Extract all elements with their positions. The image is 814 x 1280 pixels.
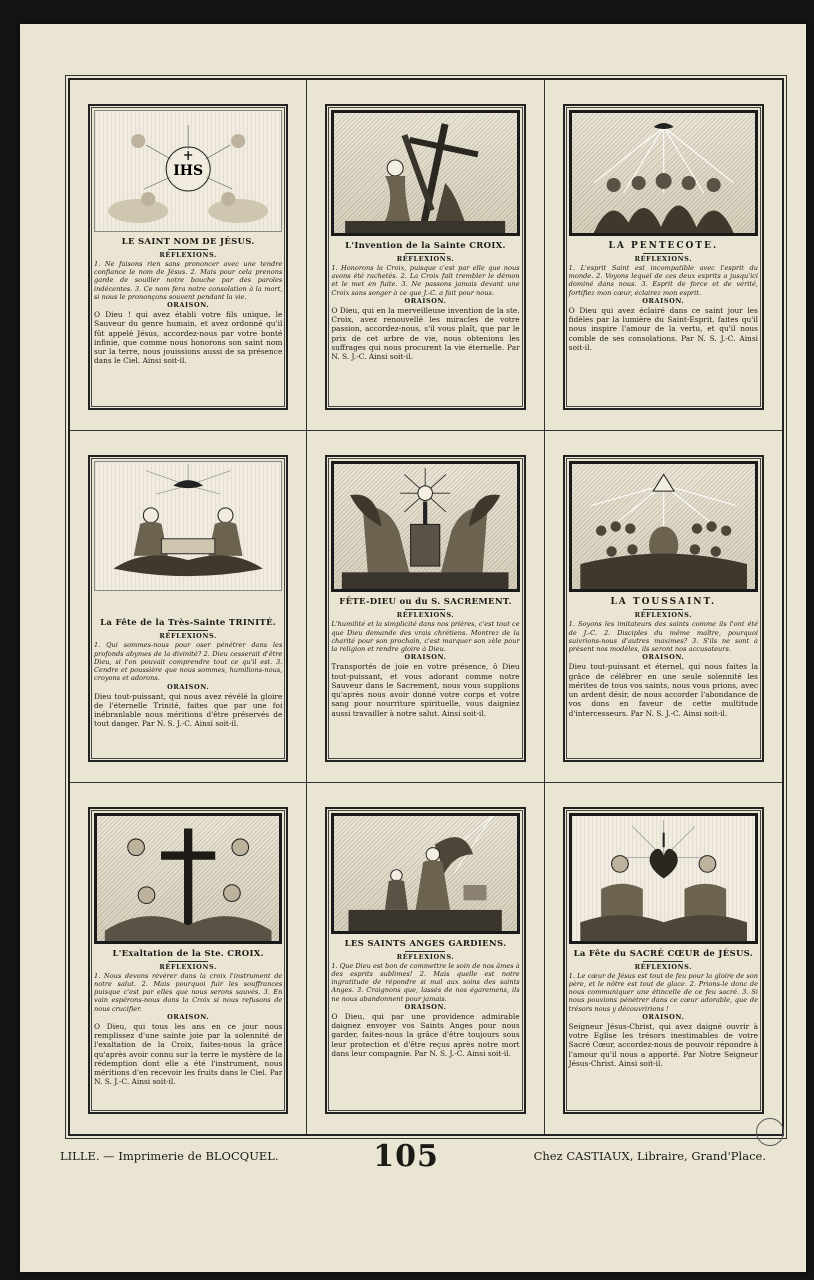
trinity-icon [95, 462, 281, 590]
reflexions-text: L'humilité et la simplicité dans nos prières, c'est tout ce que Dieu demande des vrais chrétiens. Montrez de la charité pour son prochain, c'est marquer son zèle pour la religion et rendre gloire à Dieu. [331, 620, 520, 654]
cross-icon [97, 816, 279, 941]
paper-sheet [20, 24, 806, 1272]
imprint-footer [60, 1136, 766, 1176]
reflexions-label: RÉFLEXIONS. [634, 611, 693, 620]
oraison-text: O Dieu qui avez éclairé dans ce saint jour les fidèles par la lumière du Saint-Esprit, faites qu'il nous inspire l'amour de la vertu, et qu'il nous comble de ses consolations. Par N. S. J.-C. Ainsi soit-il. [568, 305, 758, 352]
oraison-label: ORAISON. [642, 653, 685, 662]
title-rule [405, 253, 445, 254]
engraving-finding-cross [331, 110, 519, 236]
holy-card [88, 455, 288, 761]
reflexions-label: RÉFLEXIONS. [396, 611, 455, 620]
card-cell [307, 80, 544, 431]
card-cell [70, 783, 307, 1134]
engraving-monstrance [331, 461, 519, 592]
engraving-ihs [94, 110, 282, 232]
oraison-text: Dieu tout-puissant et éternel, qui nous faites la grâce de célébrer en une seule solennité les mérites de tous vos saints, nous vous prions, avec un ardent désir, de nous accorder l'abondance de vos dons en faveur de cette multitude d'intercesseurs. Par N. S. J.-C. Ainsi soit-il. [568, 662, 758, 718]
oraison-text: O Dieu, qui tous les ans en ce jour nous remplissez d'une sainte joie par la solennité de l'exaltation de la Croix, faites-nous la grâce qu'après avoir connu sur la terre le mystère de la rédemption dont elle a été l'instrument, nous méritions d'en recevoir les fruits dans le Ciel. Par N. S. J.-C. Ainsi soit-il. [94, 1021, 283, 1087]
reflexions-label: RÉFLEXIONS. [159, 632, 217, 641]
reflexions-label: RÉFLEXIONS. [396, 255, 455, 263]
reflexions-text: 1. L'esprit Saint est incompatible avec l'esprit du monde. 2. Voyons lequel de ces deux esprits a jusqu'ici dominé dans nous. 3. Esprit de force et de vérité, fortifiez mon cœur, éclairez mon esprit. [568, 264, 758, 297]
reflexions-text: 1. Nous devons révérer dans la croix l'instrument de notre salut. 2. Mais pourquoi fuir les souffrances puisque c'est par elles que nous serons sauvés. 3. En vain espérons-nous dans la Croix si nous refusons de nous crucifier. [94, 971, 283, 1013]
ihs-icon [95, 111, 281, 231]
reflexions-label: RÉFLEXIONS. [396, 952, 455, 961]
card-cell [545, 431, 782, 782]
reflexions-label: RÉFLEXIONS. [634, 962, 693, 971]
oraison-label: ORAISON. [404, 653, 447, 662]
card-title: La Fête du SACRÉ CŒUR de JÉSUS. [573, 948, 754, 959]
oraison-label: ORAISON. [404, 1002, 447, 1011]
reflexions-text: 1. Que Dieu est bon de commettre le soin de nos âmes à des esprits sublimes! 2. Mais quelle est notre ingratitude de répondre si mal aux soins des saints Anges. 3. Craignons que, lassés de nos égaremens, ils ne nous abandonnent pour jamais. [331, 961, 520, 1003]
reflexions-text: 1. Ne faisons rien sans prononcer avec une tendre confiance le nom de Jésus. 2. Mais pour cela prenons garde de souiller notre bouche par des paroles indécentes. 3. Ce nom fera notre consolation à la mort, si nous le prononçons souvent pendant la vie. [94, 260, 283, 301]
oraison-label: ORAISON. [167, 1012, 210, 1021]
spacer [94, 591, 282, 613]
card-cell [70, 80, 307, 431]
oraison-label: ORAISON. [642, 1012, 685, 1021]
oraison-text: O Dieu ! qui avez établi votre fils unique, le Sauveur du genre humain, et avez ordonné qu'il fût appelé Jésus, accordez-nous par votre bonté infinie, que comme nous honorons son saint nom sur la terre, nous jouissions aussi de sa présence dans le Ciel. Ainsi soit-il. [94, 310, 283, 366]
holy-card [325, 455, 525, 761]
card-title: LA TOUSSAINT. [610, 597, 717, 608]
holy-card [563, 807, 764, 1114]
title-rule [643, 961, 683, 962]
card-title: FÊTE-DIEU ou du S. SACREMENT. [339, 597, 512, 608]
reflexions-text: 1. Le cœur de Jésus est tout de feu pour la gloire de son père, et le nôtre est tout de glace. 2. Prions-le donc de nous communiquer une étincelle de ce feu sacré. 3. Si nous pouvions pénétrer dans ce cœur adorable, que de trésors nous y découvririons ! [568, 971, 758, 1013]
reflexions-label: RÉFLEXIONS. [159, 251, 217, 259]
printer-imprint: LILLE. — Imprimerie de BLOCQUEL. [60, 1149, 279, 1163]
card-grid [70, 80, 782, 1134]
holy-card [325, 104, 525, 410]
title-rule [168, 961, 208, 962]
library-stamp-icon [756, 1118, 784, 1146]
card-title: La Fête de la Très-Sainte TRINITÉ. [100, 618, 277, 629]
oraison-text: Dieu tout-puissant, qui nous avez révélé la gloire de l'éternelle Trinité, faites que par une foi inébranlable nous méritions d'être préservés de tout danger. Par N. S. J.-C. Ainsi soit-il. [94, 691, 283, 729]
engraving-sacred-heart [569, 813, 758, 944]
engraving-pentecost [569, 110, 758, 236]
engraving-guardian-angel [331, 813, 519, 934]
cross-icon [334, 113, 516, 233]
dove-rays-icon [572, 113, 755, 233]
angel-icon [334, 816, 516, 931]
card-title: L'Invention de la Sainte CROIX. [345, 241, 506, 251]
sheet-number: 105 [373, 1138, 439, 1174]
oraison-text: Transportés de joie en votre présence, ô Dieu tout-puissant, et vous adorant comme notre Sauveur dans le Sacrement, nous vous supplions qu'après nous avoir donné votre corps et votre sang pour nourriture spirituelle, vous daigniez aussi travailler à notre salut. Ainsi soit-il. [331, 662, 520, 718]
card-title: LE SAINT NOM DE JÉSUS. [121, 237, 255, 247]
engraving-trinity [94, 461, 282, 591]
sacred-heart-icon [572, 816, 755, 941]
title-rule [643, 253, 683, 254]
oraison-label: ORAISON. [642, 296, 685, 305]
card-cell [545, 80, 782, 431]
sheet-border [68, 78, 784, 1136]
reflexions-text: 1. Soyons les imitateurs des saints comme ils l'ont été de J.-C. 2. Disciples du même maître, pourquoi suivrions-nous d'autres maximes? 3. S'ils ne sont à présent nos modèles, ils seront nos accusateurs. [568, 620, 758, 654]
title-rule [405, 951, 445, 952]
oraison-label: ORAISON. [167, 682, 210, 691]
holy-card [563, 455, 764, 761]
holy-card [88, 104, 288, 410]
engraving-all-saints [569, 461, 758, 592]
engraving-exaltation-cross [94, 813, 282, 944]
holy-card [563, 104, 764, 410]
card-title: LES SAINTS ANGES GARDIENS. [344, 938, 507, 949]
monstrance-icon [334, 464, 516, 589]
bookseller-imprint: Chez CASTIAUX, Libraire, Grand'Place. [533, 1149, 766, 1163]
reflexions-text: 1. Honorons la Croix, puisque c'est par elle que nous avons été rachetés. 2. La Croix fait trembler le démon et le met en fuite. 3. Ne passons jamais devant une Croix sans songer à ce que J.-C. a fait pour nous. [331, 264, 520, 297]
oraison-label: ORAISON. [167, 301, 210, 310]
holy-card [325, 807, 525, 1114]
reflexions-label: RÉFLEXIONS. [159, 962, 217, 971]
card-title: LA PENTECOTE. [608, 241, 719, 251]
card-title: L'Exaltation de la Ste. CROIX. [112, 948, 264, 959]
card-cell [70, 431, 307, 782]
title-rule [168, 249, 208, 250]
card-cell [545, 783, 782, 1134]
card-cell [307, 783, 544, 1134]
holy-card [88, 807, 288, 1114]
oraison-text: Seigneur Jésus-Christ, qui avez daigné ouvrir à votre Eglise les trésors inestimables de votre Sacré Cœur, accordez-nous de pouvoir répondre à l'amour qu'il nous a apporté. Par Notre Seigneur Jésus-Christ. Ainsi soit-il. [568, 1021, 758, 1068]
oraison-label: ORAISON. [404, 296, 447, 305]
svg-text:IHS: IHS [173, 163, 204, 179]
oraison-text: O Dieu, qui par une providence admirable daignez envoyer vos Saints Anges pour nous garder, faites-nous la grâce d'être toujours sous leur protection et d'être reçus après notre mort dans leur compagnie. Par N. S. J.-C. Ainsi soit-il. [331, 1011, 520, 1058]
card-cell [307, 431, 544, 782]
oraison-text: O Dieu, qui en la merveilleuse invention de la ste. Croix, avez renouvellé les miracles de votre passion, accordez-nous, s'il vous plaît, que par le prix de cet arbre de vie, nous obtenions les suffrages qui nous procurent la vie éternelle. Par N. S. J.-C. Ainsi soit-il. [331, 305, 520, 362]
eye-of-god-icon [572, 464, 755, 589]
reflexions-label: RÉFLEXIONS. [634, 255, 693, 263]
reflexions-text: 1. Qui sommes-nous pour oser pénétrer dans les profonds abymes de la divinité? 2. Dieu cesserait d'être Dieu, si l'on pouvait comprendre tout ce qu'il est. 3. Cendre et poussière que nous sommes, humilions-nous, croyons et adorons. [94, 641, 283, 683]
